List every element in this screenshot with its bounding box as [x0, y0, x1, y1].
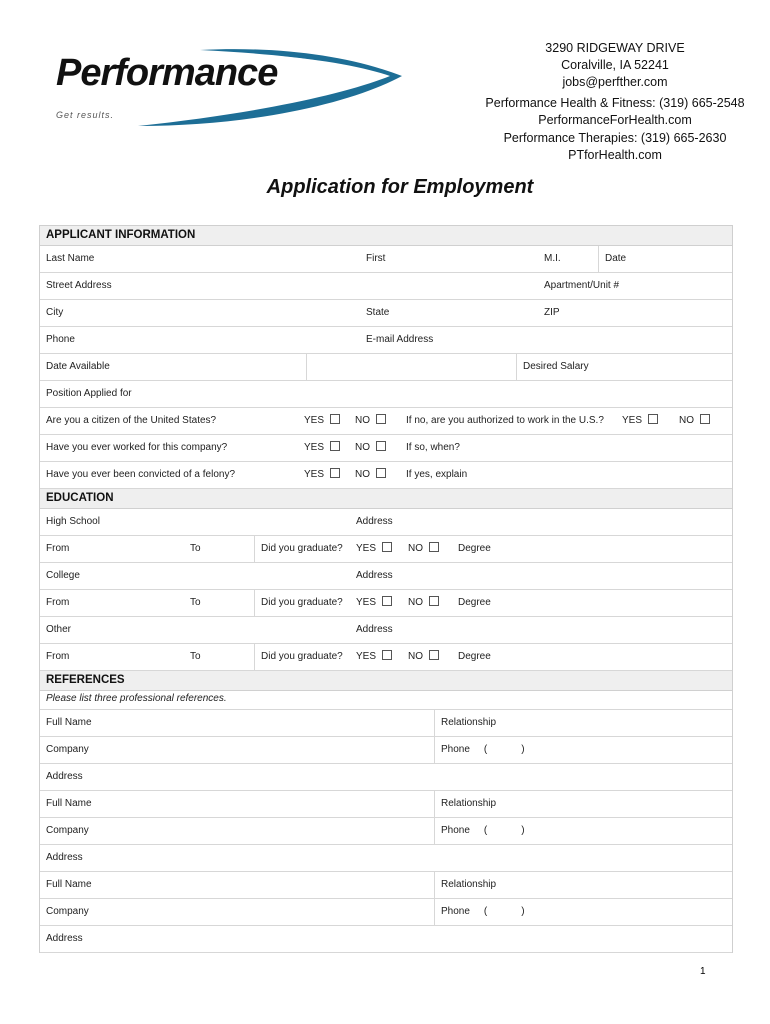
- college-no-checkbox[interactable]: NO: [402, 590, 452, 616]
- section-header-applicant: APPLICANT INFORMATION: [40, 226, 732, 246]
- other-address-field[interactable]: Address: [356, 624, 393, 635]
- application-form: [39, 225, 733, 953]
- row-citizen: [40, 408, 732, 435]
- contact-email[interactable]: jobs@perfther.com: [562, 75, 668, 89]
- ref2-full-name-field[interactable]: Full Name: [46, 798, 92, 809]
- contact-therapy-phone: Performance Therapies: (319) 665-2630: [503, 131, 727, 145]
- row-high-school-dates: [40, 536, 732, 563]
- hs-yes-checkbox[interactable]: YES: [350, 536, 402, 562]
- hs-to-field[interactable]: To: [190, 543, 201, 554]
- zip-field[interactable]: ZIP: [544, 307, 560, 318]
- college-graduate-question: Did you graduate?: [254, 590, 350, 616]
- date-available-input[interactable]: [306, 354, 516, 380]
- position-field[interactable]: Position Applied for: [46, 388, 132, 399]
- worked-question: Have you ever worked for this company?: [46, 442, 228, 453]
- ref3-name-row: [40, 872, 732, 899]
- felony-explain-field[interactable]: If yes, explain: [406, 469, 468, 480]
- worked-no-checkbox[interactable]: NO: [349, 435, 400, 461]
- other-to-field[interactable]: To: [190, 651, 201, 662]
- street-address-field[interactable]: Street Address: [46, 280, 112, 291]
- row-name: [40, 246, 732, 273]
- high-school-field[interactable]: High School: [46, 516, 100, 527]
- first-name-field[interactable]: First: [366, 253, 386, 264]
- ref2-relationship-field[interactable]: Relationship: [434, 791, 732, 817]
- authorized-yes-checkbox[interactable]: YES: [616, 408, 673, 434]
- row-other: [40, 617, 732, 644]
- row-felony: [40, 462, 732, 489]
- ref2-company-field[interactable]: Company: [46, 825, 89, 836]
- email-field[interactable]: E-mail Address: [366, 334, 434, 345]
- last-name-field[interactable]: Last Name: [46, 253, 95, 264]
- contact-health-web[interactable]: PerformanceForHealth.com: [538, 113, 692, 127]
- apartment-field[interactable]: Apartment/Unit #: [544, 280, 620, 291]
- contact-address2: Coralville, IA 52241: [561, 58, 669, 72]
- ref3-full-name-field[interactable]: Full Name: [46, 879, 92, 890]
- ref1-name-row: [40, 710, 732, 737]
- other-graduate-question: Did you graduate?: [254, 644, 350, 670]
- hs-no-checkbox[interactable]: NO: [402, 536, 452, 562]
- ref3-company-row: [40, 899, 732, 926]
- ref3-company-field[interactable]: Company: [46, 906, 89, 917]
- row-college-dates: [40, 590, 732, 617]
- ref3-address-field[interactable]: Address: [46, 933, 83, 944]
- felony-no-checkbox[interactable]: NO: [349, 462, 400, 488]
- college-from-field[interactable]: From: [46, 597, 70, 608]
- college-degree-field[interactable]: Degree: [458, 597, 491, 608]
- date-field[interactable]: Date: [598, 246, 732, 272]
- city-field[interactable]: City: [46, 307, 64, 318]
- other-from-field[interactable]: From: [46, 651, 70, 662]
- contact-health-phone: Performance Health & Fitness: (319) 665-2548: [485, 96, 745, 110]
- felony-yes-checkbox[interactable]: YES: [298, 462, 349, 488]
- felony-question: Have you ever been convicted of a felony?: [46, 469, 236, 480]
- page-number: 1: [700, 966, 706, 977]
- other-yes-checkbox[interactable]: YES: [350, 644, 402, 670]
- ref1-relationship-field[interactable]: Relationship: [434, 710, 732, 736]
- ref2-phone-field[interactable]: Phone ( ): [434, 818, 732, 844]
- authorized-no-checkbox[interactable]: NO: [673, 408, 732, 434]
- citizen-yes-checkbox[interactable]: YES: [298, 408, 349, 434]
- contact-address1: 3290 RIDGEWAY DRIVE: [545, 41, 685, 55]
- contact-therapy-web[interactable]: PTforHealth.com: [568, 148, 662, 162]
- worked-yes-checkbox[interactable]: YES: [298, 435, 349, 461]
- ref2-company-row: [40, 818, 732, 845]
- other-school-field[interactable]: Other: [46, 624, 72, 635]
- ref1-company-row: [40, 737, 732, 764]
- citizen-no-checkbox[interactable]: NO: [349, 408, 400, 434]
- hs-degree-field[interactable]: Degree: [458, 543, 491, 554]
- section-header-education: EDUCATION: [40, 489, 732, 509]
- college-to-field[interactable]: To: [190, 597, 201, 608]
- ref1-full-name-field[interactable]: Full Name: [46, 717, 92, 728]
- ref2-address-field[interactable]: Address: [46, 852, 83, 863]
- phone-field[interactable]: Phone: [46, 334, 75, 345]
- page-title: Application for Employment: [266, 176, 534, 198]
- row-worked: [40, 435, 732, 462]
- ref1-phone-field[interactable]: Phone ( ): [434, 737, 732, 763]
- hs-from-field[interactable]: From: [46, 543, 70, 554]
- college-yes-checkbox[interactable]: YES: [350, 590, 402, 616]
- ref1-address-row: [40, 764, 732, 791]
- other-degree-field[interactable]: Degree: [458, 651, 491, 662]
- hs-graduate-question: Did you graduate?: [254, 536, 350, 562]
- references-note: Please list three professional references.: [40, 691, 732, 710]
- ref3-address-row: [40, 926, 732, 953]
- company-logo: [50, 44, 410, 134]
- row-street: [40, 273, 732, 300]
- desired-salary-field[interactable]: Desired Salary: [516, 354, 732, 380]
- citizen-question: Are you a citizen of the United States?: [46, 415, 217, 426]
- row-position: [40, 381, 732, 408]
- worked-when-field[interactable]: If so, when?: [406, 442, 460, 453]
- logo-tagline: Get results.: [56, 110, 115, 120]
- college-field[interactable]: College: [46, 570, 80, 581]
- state-field[interactable]: State: [366, 307, 390, 318]
- authorized-question: If no, are you authorized to work in the U.S.?: [406, 415, 604, 426]
- row-high-school: [40, 509, 732, 536]
- ref3-phone-field[interactable]: Phone ( ): [434, 899, 732, 925]
- college-address-field[interactable]: Address: [356, 570, 393, 581]
- row-availability: [40, 354, 732, 381]
- row-other-dates: [40, 644, 732, 671]
- row-college: [40, 563, 732, 590]
- row-city: [40, 300, 732, 327]
- logo-wordmark: Performance: [56, 52, 278, 94]
- ref2-address-row: [40, 845, 732, 872]
- ref2-name-row: [40, 791, 732, 818]
- mi-field[interactable]: M.I.: [544, 253, 561, 264]
- high-school-address-field[interactable]: Address: [356, 516, 393, 527]
- ref1-company-field[interactable]: Company: [46, 744, 89, 755]
- section-header-references: REFERENCES: [40, 671, 732, 691]
- ref3-relationship-field[interactable]: Relationship: [434, 872, 732, 898]
- row-phone: [40, 327, 732, 354]
- date-available-label: Date Available: [46, 361, 110, 372]
- other-no-checkbox[interactable]: NO: [402, 644, 452, 670]
- ref1-address-field[interactable]: Address: [46, 771, 83, 782]
